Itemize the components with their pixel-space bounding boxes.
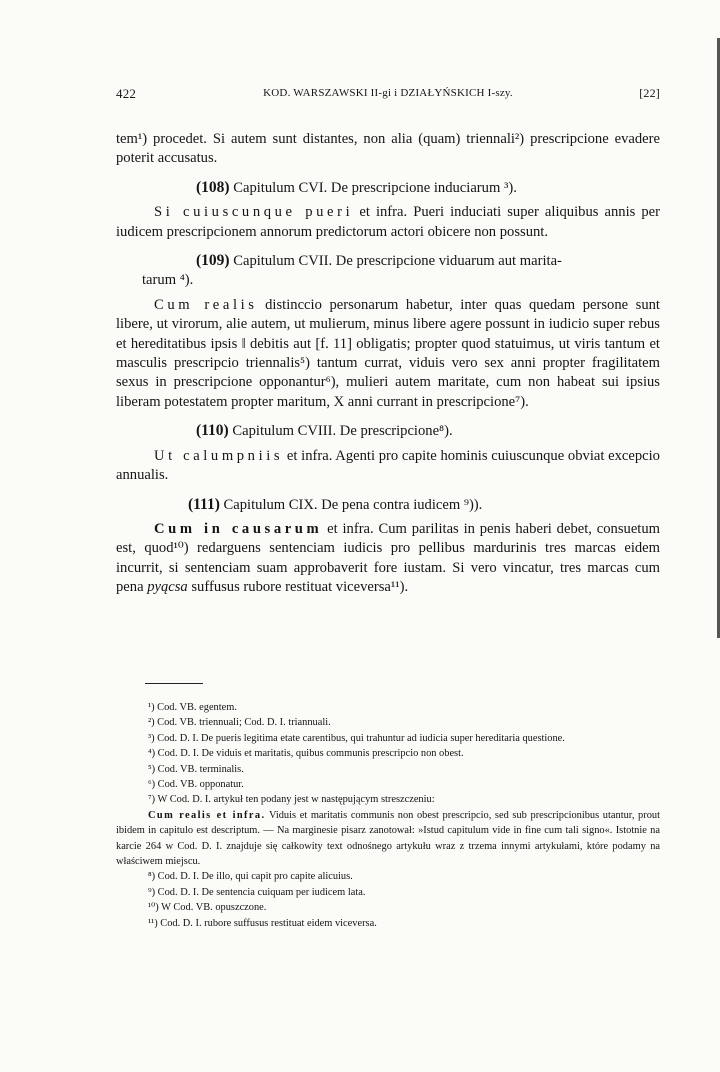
- footnotes: [116, 700, 660, 931]
- paragraph-text: et infra. Cum parilitas in penis haberi debet, consuetum est, quod¹⁰) redarguens sentenciam iudicis pro pellibus mardurinis tres marcas eidem incurrit, si sentenciam suam approbaverit fore iustam. Si vero vincatur, tres marcas cum pena: [116, 520, 660, 596]
- running-title: KOD. WARSZAWSKI II-gi i DZIAŁYŃSKICH I-szy.: [263, 87, 513, 99]
- chapter-title: Capitulum CVIII. De prescripcione⁸).: [232, 423, 453, 440]
- footnote-2: ²) Cod. VB. triennuali; Cod. D. I. triannuali.: [148, 717, 331, 729]
- paragraph-text: et infra. Pueri induciati super aliquibus annis per iudicem prescripcionem annorum predictorum actori obicere non possunt.: [116, 204, 661, 240]
- footnote-incipit: Cum realis et infra.: [148, 809, 266, 821]
- chapter-number: (109): [196, 252, 230, 270]
- footnote-5: ⁵) Cod. VB. terminalis.: [148, 763, 244, 775]
- incipit: Ut calumpniis: [154, 447, 284, 464]
- chapter-number: (108): [196, 178, 230, 196]
- page-number: 422: [116, 86, 137, 101]
- footnote-9: ⁹) Cod. D. I. De sentencia cuiquam per iudicem lata.: [148, 886, 366, 898]
- chapter-111-heading: [116, 495, 660, 515]
- paragraph-2: [116, 203, 660, 242]
- running-header: [116, 86, 660, 106]
- section-marker: [22]: [639, 86, 660, 100]
- chapter-number: (110): [196, 422, 229, 440]
- footnote-text: Viduis et maritatis communis non obest prescripcio, sed sub prescripcionibus utantur, prout ibidem in capitulo est descriptum. — Na marginesie pisarz zanotował: »Istud capitulum vide in fine cum tali signo«. Istotnie na karcie 264 w Cod. D. I. znajduje się całkowity text odnośnego artykułu wraz z trzema innymi artykułami, które podamy na właściwem miejscu.: [116, 809, 660, 868]
- main-text: [116, 130, 660, 598]
- paragraph-5: [116, 520, 660, 598]
- chapter-title-continuation: tarum ⁴).: [142, 272, 194, 289]
- paragraph-text: et infra. Agenti pro capite hominis cuiuscunque obviat excepcio annualis.: [116, 447, 660, 484]
- footnote-7-intro: ⁷) W Cod. D. I. artykuł ten podany jest w następującym streszczeniu:: [148, 794, 435, 806]
- incipit: Si cuiuscunque pueri: [154, 204, 354, 221]
- footnote-11: ¹¹) Cod. D. I. rubore suffusus restituat eidem viceversa.: [148, 917, 377, 929]
- chapter-109-heading: [116, 251, 660, 291]
- chapter-title: Capitulum CVI. De prescripcione induciarum ³).: [233, 179, 517, 196]
- footnote-3: ³) Cod. D. I. De pueris legitima etate carentibus, qui trahuntur ad iudicia super hereditaria questione.: [148, 732, 565, 744]
- paragraph-1: tem¹) procedet. Si autem sunt distantes, non alia (quam) triennali²) prescripcione evadere poterit accusatus.: [116, 131, 660, 167]
- incipit: Cum in causarum: [154, 520, 323, 537]
- incipit: Cum realis: [154, 296, 258, 313]
- chapter-108-heading: [116, 178, 660, 198]
- italic-word: pyącsa: [147, 579, 188, 596]
- footnote-4: ⁴) Cod. D. I. De viduis et maritatis, quibus communis prescripcio non obest.: [148, 748, 464, 760]
- chapter-number: (111): [188, 495, 220, 513]
- paragraph-4: [116, 447, 660, 486]
- footnote-6: ⁶) Cod. VB. opponatur.: [148, 779, 244, 791]
- paragraph-3: [116, 296, 660, 412]
- footnote-1: ¹) Cod. VB. egentem.: [148, 702, 237, 713]
- footnote-rule: [145, 683, 203, 684]
- paragraph-text: distinccio personarum habetur, inter quas quedam persone sunt libere, ut virorum, alie autem, ut mulierum, minus libere agere possunt in iudicio super rebus et hereditatibus ipsis ‖ debitis aut [f. 11] obligatis; propter quod statuimus, ut viris tantum et masculis prescripcio triennalis⁵) tantum currat, viduis vero sex anni propter fragilitatem sexus in prescripcione opponantur⁶), mulieri autem maritate, cum non habeat sui ipsius liberam potestatem propter maritum, X anni currant in prescripcione⁷).: [116, 296, 660, 410]
- footnote-10: ¹⁰) W Cod. VB. opuszczone.: [148, 902, 267, 914]
- chapter-110-heading: [116, 421, 660, 441]
- paragraph-text-end: suffusus rubore restituat viceversa¹¹).: [187, 579, 409, 596]
- chapter-title: Capitulum CVII. De prescripcione viduarum aut marita-: [233, 253, 562, 270]
- footnote-8: ⁸) Cod. D. I. De illo, qui capit pro capite alicuius.: [148, 871, 353, 883]
- footnote-7-body: [116, 808, 660, 870]
- chapter-title: Capitulum CIX. De pena contra iudicem ⁹)).: [223, 496, 483, 513]
